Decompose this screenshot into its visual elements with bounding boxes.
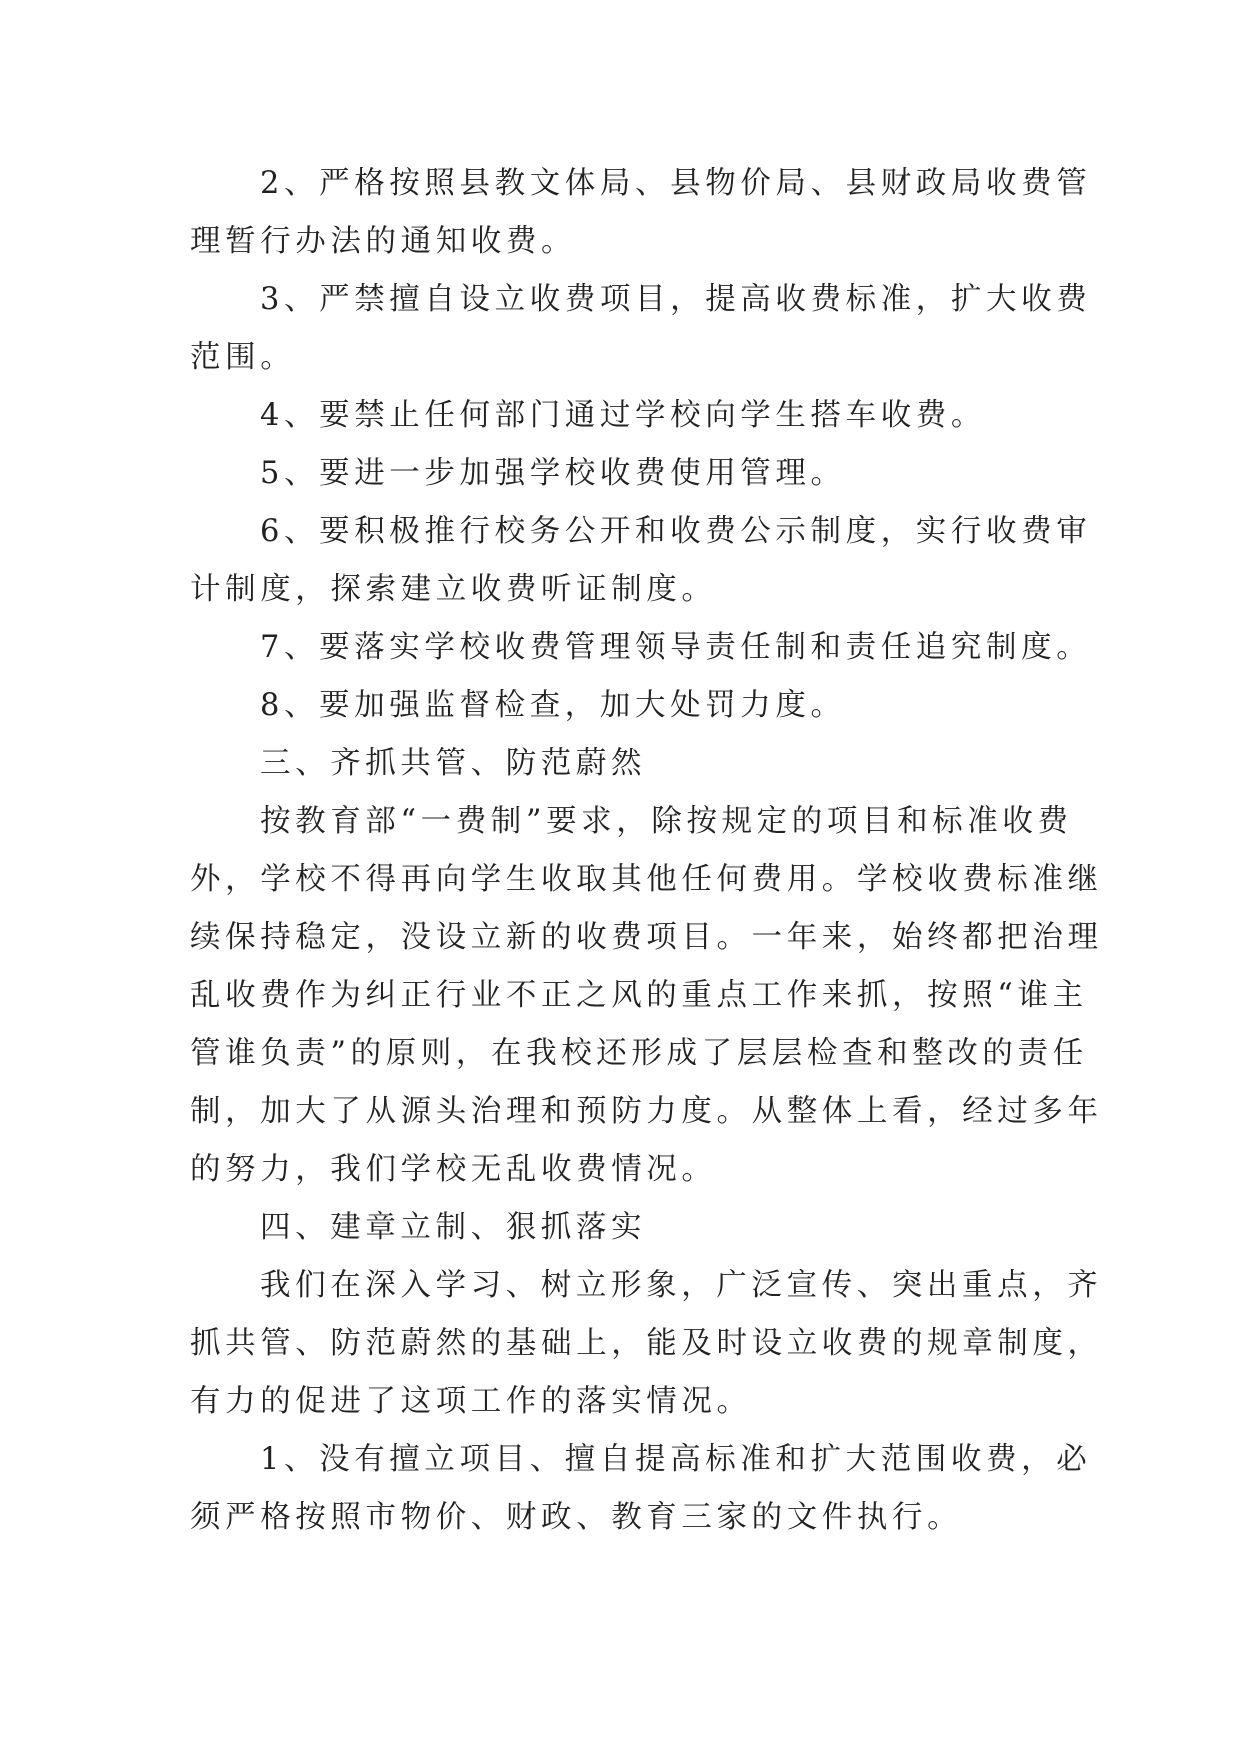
paragraph-item-6 (190, 503, 1092, 619)
text-line: 理暂行办法的通知收费。 (190, 224, 577, 259)
text-line: 抓共管、防范蔚然的基础上，能及时设立收费的规章制度， (190, 1326, 1103, 1361)
text-line: 有力的促进了这项工作的落实情况。 (190, 1384, 752, 1419)
paragraph-item-2 (190, 155, 1092, 271)
text-line: 续保持稳定，没设立新的收费项目。一年来，始终都把治理 (190, 920, 1103, 955)
text-line: 管谁负责”的原则，在我校还形成了层层检查和整改的责任 (190, 1036, 1088, 1071)
paragraph-item-8 (190, 677, 1052, 735)
text-line: 范围。 (190, 340, 296, 375)
paragraph-item-3 (190, 271, 1092, 387)
text-line: 我们在深入学习、树立形象，广泛宣传、突出重点，齐 (260, 1268, 1103, 1303)
paragraph-item-5 (190, 445, 1052, 503)
text-line: 3、严禁擅自设立收费项目，提高收费标准，扩大收费 (260, 282, 1092, 317)
section-heading-four (190, 1199, 1052, 1257)
text-line: 4、要禁止任何部门通过学校向学生搭车收费。 (260, 398, 987, 433)
section-heading-three (190, 735, 1052, 793)
text-line: 1、没有擅立项目、擅自提高标准和扩大范围收费，必 (260, 1442, 1092, 1477)
text-line: 按教育部“一费制”要求，除按规定的项目和标准收费 (260, 804, 1073, 839)
text-line: 2、严格按照县教文体局、县物价局、县财政局收费管 (260, 166, 1092, 201)
text-line: 计制度，探索建立收费听证制度。 (190, 572, 717, 607)
paragraph-item-7 (190, 619, 1092, 677)
text-line: 三、齐抓共管、防范蔚然 (260, 746, 647, 781)
text-line: 7、要落实学校收费管理领导责任制和责任追究制度。 (260, 630, 1092, 665)
text-line: 5、要进一步加强学校收费使用管理。 (260, 456, 846, 491)
paragraph-item-1 (190, 1431, 1092, 1547)
text-line: 外，学校不得再向学生收取其他任何费用。学校收费标准继 (190, 862, 1103, 897)
text-line: 制，加大了从源头治理和预防力度。从整体上看，经过多年 (190, 1094, 1103, 1129)
text-line: 须严格按照市物价、财政、教育三家的文件执行。 (190, 1500, 963, 1535)
text-line: 乱收费作为纠正行业不正之风的重点工作来抓，按照“谁主 (190, 978, 1088, 1013)
text-line: 8、要加强监督检查，加大处罚力度。 (260, 688, 846, 723)
document-body (190, 155, 1103, 1547)
text-line: 的努力，我们学校无乱收费情况。 (190, 1152, 717, 1187)
paragraph-item-4 (190, 387, 1052, 445)
text-line: 6、要积极推行校务公开和收费公示制度，实行收费审 (260, 514, 1092, 549)
paragraph-one-fee-system (190, 793, 1103, 1199)
text-line: 四、建章立制、狠抓落实 (260, 1210, 647, 1245)
paragraph-rules-system (190, 1257, 1103, 1431)
